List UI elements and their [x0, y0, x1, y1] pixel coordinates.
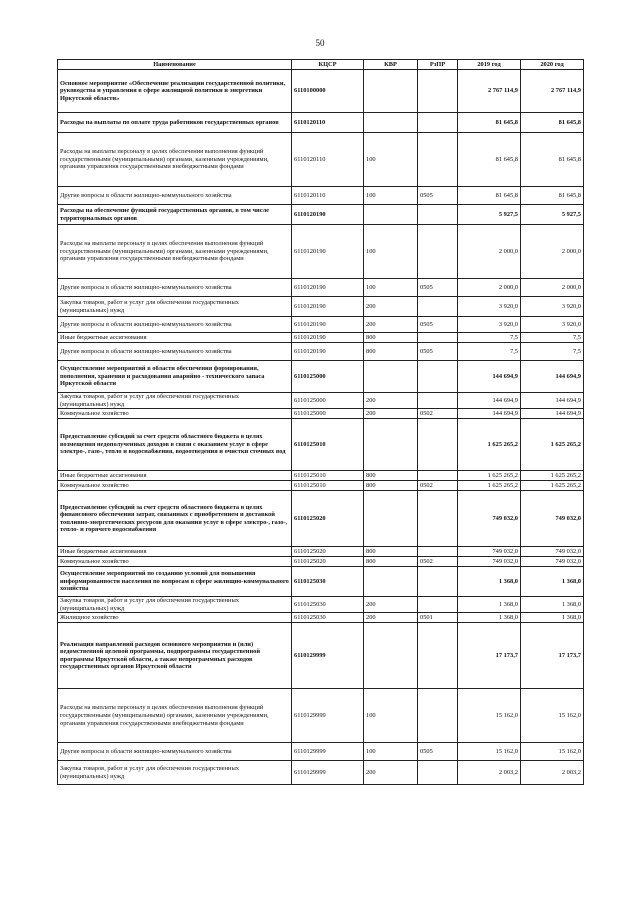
cell-rzpr: 0502	[418, 409, 458, 419]
table-row	[58, 743, 584, 761]
cell-kcsr: 6110125030	[292, 613, 364, 623]
cell-kvr	[364, 113, 418, 133]
cell-2020: 81 645,8	[521, 113, 584, 133]
cell-kcsr: 6110129999	[292, 743, 364, 761]
cell-rzpr	[418, 225, 458, 279]
table-row	[58, 225, 584, 279]
cell-2020: 3 920,0	[521, 297, 584, 317]
cell-2020: 1 625 265,2	[521, 481, 584, 491]
table-row	[58, 471, 584, 481]
cell-2020: 2 000,0	[521, 225, 584, 279]
cell-kvr	[364, 70, 418, 113]
cell-kcsr: 6110125030	[292, 597, 364, 613]
table-row	[58, 205, 584, 225]
cell-name: Закупка товаров, работ и услуг для обеспечения государственных (муниципальных) нужд	[58, 297, 292, 317]
table-header-row	[58, 60, 584, 70]
page-number: 50	[315, 38, 325, 48]
table-row	[58, 623, 584, 689]
table-row	[58, 361, 584, 393]
cell-rzpr: 0505	[418, 743, 458, 761]
cell-name: Расходы на обеспечение функций государственных органов, в том числе территориальных органов	[58, 205, 292, 225]
cell-kvr: 800	[364, 481, 418, 491]
cell-name: Другие вопросы в области жилищно-коммунального хозяйства	[58, 279, 292, 297]
cell-2020: 1 368,0	[521, 613, 584, 623]
cell-2019: 2 767 114,9	[458, 70, 521, 113]
cell-2020: 81 645,8	[521, 187, 584, 205]
table-row	[58, 419, 584, 471]
cell-rzpr	[418, 761, 458, 785]
cell-kvr: 100	[364, 225, 418, 279]
cell-kcsr: 6110120190	[292, 333, 364, 343]
table-row	[58, 491, 584, 547]
cell-name: Предоставление субсидий за счет средств областного бюджета в целях возмещения недополученных доходов в связи с оказанием услуг в сфере электро-, газо-, тепло и водоснабжения, водоотведения и очистки сточных вод	[58, 419, 292, 471]
table-row	[58, 613, 584, 623]
cell-2020: 749 032,0	[521, 557, 584, 567]
cell-kvr: 800	[364, 557, 418, 567]
cell-2020: 1 625 265,2	[521, 419, 584, 471]
table-row	[58, 557, 584, 567]
cell-kcsr: 6110125000	[292, 409, 364, 419]
header-rzpr: РзПР	[418, 60, 458, 70]
cell-rzpr: 0505	[418, 317, 458, 333]
cell-2019: 2 000,0	[458, 279, 521, 297]
cell-name: Иные бюджетные ассигнования	[58, 471, 292, 481]
cell-name: Коммунальное хозяйство	[58, 557, 292, 567]
header-kvr: КВР	[364, 60, 418, 70]
cell-2020: 1 368,0	[521, 597, 584, 613]
cell-2020: 5 927,5	[521, 205, 584, 225]
table-row	[58, 133, 584, 187]
cell-2019: 1 368,0	[458, 597, 521, 613]
cell-kcsr: 6110120190	[292, 279, 364, 297]
cell-2020: 81 645,8	[521, 133, 584, 187]
cell-rzpr	[418, 567, 458, 597]
cell-2020: 3 920,0	[521, 317, 584, 333]
cell-2020: 15 162,0	[521, 743, 584, 761]
cell-2020: 2 003,2	[521, 761, 584, 785]
cell-kvr	[364, 491, 418, 547]
cell-kvr: 200	[364, 613, 418, 623]
cell-name: Закупка товаров, работ и услуг для обеспечения государственных (муниципальных) нужд	[58, 597, 292, 613]
cell-2019: 1 625 265,2	[458, 419, 521, 471]
cell-rzpr	[418, 297, 458, 317]
cell-kvr: 800	[364, 471, 418, 481]
cell-rzpr	[418, 689, 458, 743]
cell-2020: 749 032,0	[521, 547, 584, 557]
cell-kcsr: 6110100000	[292, 70, 364, 113]
cell-kvr	[364, 419, 418, 471]
cell-name: Другие вопросы в области жилищно-коммунального хозяйства	[58, 743, 292, 761]
cell-rzpr	[418, 547, 458, 557]
cell-2019: 3 920,0	[458, 317, 521, 333]
cell-name: Коммунальное хозяйство	[58, 481, 292, 491]
cell-kvr: 200	[364, 761, 418, 785]
cell-name: Осуществление мероприятий по созданию условий для повышения информированности населения по вопросам в сфере жилищно-коммунального хозяйства	[58, 567, 292, 597]
cell-kvr	[364, 567, 418, 597]
cell-2020: 2 767 114,9	[521, 70, 584, 113]
cell-rzpr	[418, 113, 458, 133]
cell-2019: 1 368,0	[458, 567, 521, 597]
table-row	[58, 761, 584, 785]
cell-kcsr: 6110125020	[292, 557, 364, 567]
table-row	[58, 597, 584, 613]
cell-name: Иные бюджетные ассигнования	[58, 547, 292, 557]
table-row	[58, 317, 584, 333]
cell-2020: 15 162,0	[521, 689, 584, 743]
cell-2019: 1 368,0	[458, 613, 521, 623]
cell-name: Другие вопросы в области жилищно-коммунального хозяйства	[58, 187, 292, 205]
cell-name: Предоставление субсидий за счет средств областного бюджета в целях финансового обеспечения затрат, связанных с приобретением и доставкой топливно-энергетических ресурсов для оказания услуг в сфере электро-, газо-, тепло- и горячего водоснабжения	[58, 491, 292, 547]
cell-kvr: 100	[364, 133, 418, 187]
header-name: Наименование	[58, 60, 292, 70]
cell-2019: 1 625 265,2	[458, 471, 521, 481]
table-row	[58, 297, 584, 317]
cell-2019: 15 162,0	[458, 743, 521, 761]
cell-2019: 749 032,0	[458, 557, 521, 567]
cell-kvr: 800	[364, 333, 418, 343]
cell-rzpr: 0502	[418, 481, 458, 491]
cell-rzpr: 0502	[418, 557, 458, 567]
cell-2020: 7,5	[521, 343, 584, 361]
cell-kcsr: 6110120190	[292, 297, 364, 317]
cell-2019: 749 032,0	[458, 547, 521, 557]
cell-kvr: 100	[364, 279, 418, 297]
cell-kcsr: 6110129999	[292, 623, 364, 689]
cell-rzpr	[418, 491, 458, 547]
cell-2019: 749 032,0	[458, 491, 521, 547]
cell-name: Коммунальное хозяйство	[58, 409, 292, 419]
cell-2020: 17 173,7	[521, 623, 584, 689]
cell-rzpr	[418, 133, 458, 187]
cell-rzpr	[418, 393, 458, 409]
cell-2019: 144 694,9	[458, 361, 521, 393]
cell-kvr: 200	[364, 393, 418, 409]
cell-kcsr: 6110125020	[292, 547, 364, 557]
cell-rzpr: 0505	[418, 343, 458, 361]
cell-kcsr: 6110125010	[292, 481, 364, 491]
cell-2020: 144 694,9	[521, 393, 584, 409]
cell-2019: 15 162,0	[458, 689, 521, 743]
cell-kcsr: 6110129999	[292, 761, 364, 785]
cell-kvr: 200	[364, 317, 418, 333]
header-2020: 2020 год	[521, 60, 584, 70]
budget-table	[57, 59, 584, 785]
cell-name: Расходы на выплаты персоналу в целях обеспечения выполнения функций государственными (муниципальными) органами, казенными учреждениями, органами управления государственными внебюджетными фондами	[58, 225, 292, 279]
cell-2019: 5 927,5	[458, 205, 521, 225]
cell-kcsr: 6110120190	[292, 205, 364, 225]
cell-kvr: 800	[364, 547, 418, 557]
cell-2019: 2 003,2	[458, 761, 521, 785]
cell-kcsr: 6110120110	[292, 187, 364, 205]
table-row	[58, 70, 584, 113]
cell-2019: 144 694,9	[458, 393, 521, 409]
cell-kvr: 100	[364, 187, 418, 205]
cell-kcsr: 6110125020	[292, 491, 364, 547]
cell-kvr: 100	[364, 689, 418, 743]
cell-kvr: 200	[364, 409, 418, 419]
table-row	[58, 689, 584, 743]
cell-2020: 2 000,0	[521, 279, 584, 297]
cell-kcsr: 6110125000	[292, 361, 364, 393]
cell-2019: 3 920,0	[458, 297, 521, 317]
cell-2019: 7,5	[458, 333, 521, 343]
cell-name: Иные бюджетные ассигнования	[58, 333, 292, 343]
cell-kcsr: 6110125030	[292, 567, 364, 597]
cell-name: Другие вопросы в области жилищно-коммунального хозяйства	[58, 317, 292, 333]
cell-rzpr	[418, 361, 458, 393]
cell-2020: 7,5	[521, 333, 584, 343]
cell-kvr: 200	[364, 297, 418, 317]
cell-rzpr	[418, 623, 458, 689]
cell-rzpr	[418, 471, 458, 481]
cell-2019: 1 625 265,2	[458, 481, 521, 491]
cell-rzpr	[418, 70, 458, 113]
cell-rzpr: 0505	[418, 187, 458, 205]
table-row	[58, 567, 584, 597]
cell-kcsr: 6110120190	[292, 225, 364, 279]
cell-name: Расходы на выплаты по оплате труда работников государственных органов	[58, 113, 292, 133]
cell-2019: 7,5	[458, 343, 521, 361]
cell-kcsr: 6110120110	[292, 113, 364, 133]
cell-2020: 1 625 265,2	[521, 471, 584, 481]
header-kcsr: КЦСР	[292, 60, 364, 70]
cell-kcsr: 6110125010	[292, 419, 364, 471]
cell-2019: 2 000,0	[458, 225, 521, 279]
cell-kcsr: 6110125010	[292, 471, 364, 481]
table-row	[58, 481, 584, 491]
cell-name: Жилищное хозяйство	[58, 613, 292, 623]
cell-kvr	[364, 205, 418, 225]
cell-kvr: 100	[364, 743, 418, 761]
cell-rzpr	[418, 333, 458, 343]
table-row	[58, 333, 584, 343]
cell-2019: 81 645,8	[458, 133, 521, 187]
cell-kvr: 800	[364, 343, 418, 361]
cell-kcsr: 6110120190	[292, 343, 364, 361]
table-row	[58, 393, 584, 409]
cell-rzpr	[418, 597, 458, 613]
cell-2019: 81 645,8	[458, 113, 521, 133]
cell-name: Реализация направлений расходов основного мероприятия и (или) ведомственной целевой программы, подпрограммы государственной программы Иркутской области, а также непрограммных расходов государственных органов Иркутской области	[58, 623, 292, 689]
cell-2019: 144 694,9	[458, 409, 521, 419]
table-row	[58, 343, 584, 361]
cell-kcsr: 6110129999	[292, 689, 364, 743]
table-row	[58, 547, 584, 557]
cell-kcsr: 6110125000	[292, 393, 364, 409]
cell-rzpr: 0501	[418, 613, 458, 623]
header-2019: 2019 год	[458, 60, 521, 70]
cell-2020: 1 368,0	[521, 567, 584, 597]
cell-kvr	[364, 623, 418, 689]
cell-name: Другие вопросы в области жилищно-коммунального хозяйства	[58, 343, 292, 361]
cell-kvr	[364, 361, 418, 393]
cell-2020: 144 694,9	[521, 361, 584, 393]
cell-name: Основное мероприятие «Обеспечение реализации государственной политики, руководства и управления в сфере жилищной политики и энергетики Иркутской области»	[58, 70, 292, 113]
cell-2019: 17 173,7	[458, 623, 521, 689]
cell-2020: 144 694,9	[521, 409, 584, 419]
cell-name: Расходы на выплаты персоналу в целях обеспечения выполнения функций государственными (муниципальными) органами, казенными учреждениями, органами управления государственными внебюджетными фондами	[58, 689, 292, 743]
table-row	[58, 113, 584, 133]
cell-kcsr: 6110120190	[292, 317, 364, 333]
table-row	[58, 409, 584, 419]
cell-name: Закупка товаров, работ и услуг для обеспечения государственных (муниципальных) нужд	[58, 761, 292, 785]
cell-rzpr	[418, 419, 458, 471]
table-row	[58, 187, 584, 205]
cell-kcsr: 6110120110	[292, 133, 364, 187]
table-body	[58, 70, 584, 785]
cell-name: Расходы на выплаты персоналу в целях обеспечения выполнения функций государственными (муниципальными) органами, казенными учреждениями, органами управления государственными внебюджетными фондами	[58, 133, 292, 187]
cell-2020: 749 032,0	[521, 491, 584, 547]
table-row	[58, 279, 584, 297]
cell-name: Закупка товаров, работ и услуг для обеспечения государственных (муниципальных) нужд	[58, 393, 292, 409]
cell-rzpr	[418, 205, 458, 225]
cell-name: Осуществление мероприятий в области обеспечения формирования, пополнения, хранения и расходования аварийно - технического запаса Иркутской области	[58, 361, 292, 393]
cell-rzpr: 0505	[418, 279, 458, 297]
cell-kvr: 200	[364, 597, 418, 613]
cell-2019: 81 645,8	[458, 187, 521, 205]
